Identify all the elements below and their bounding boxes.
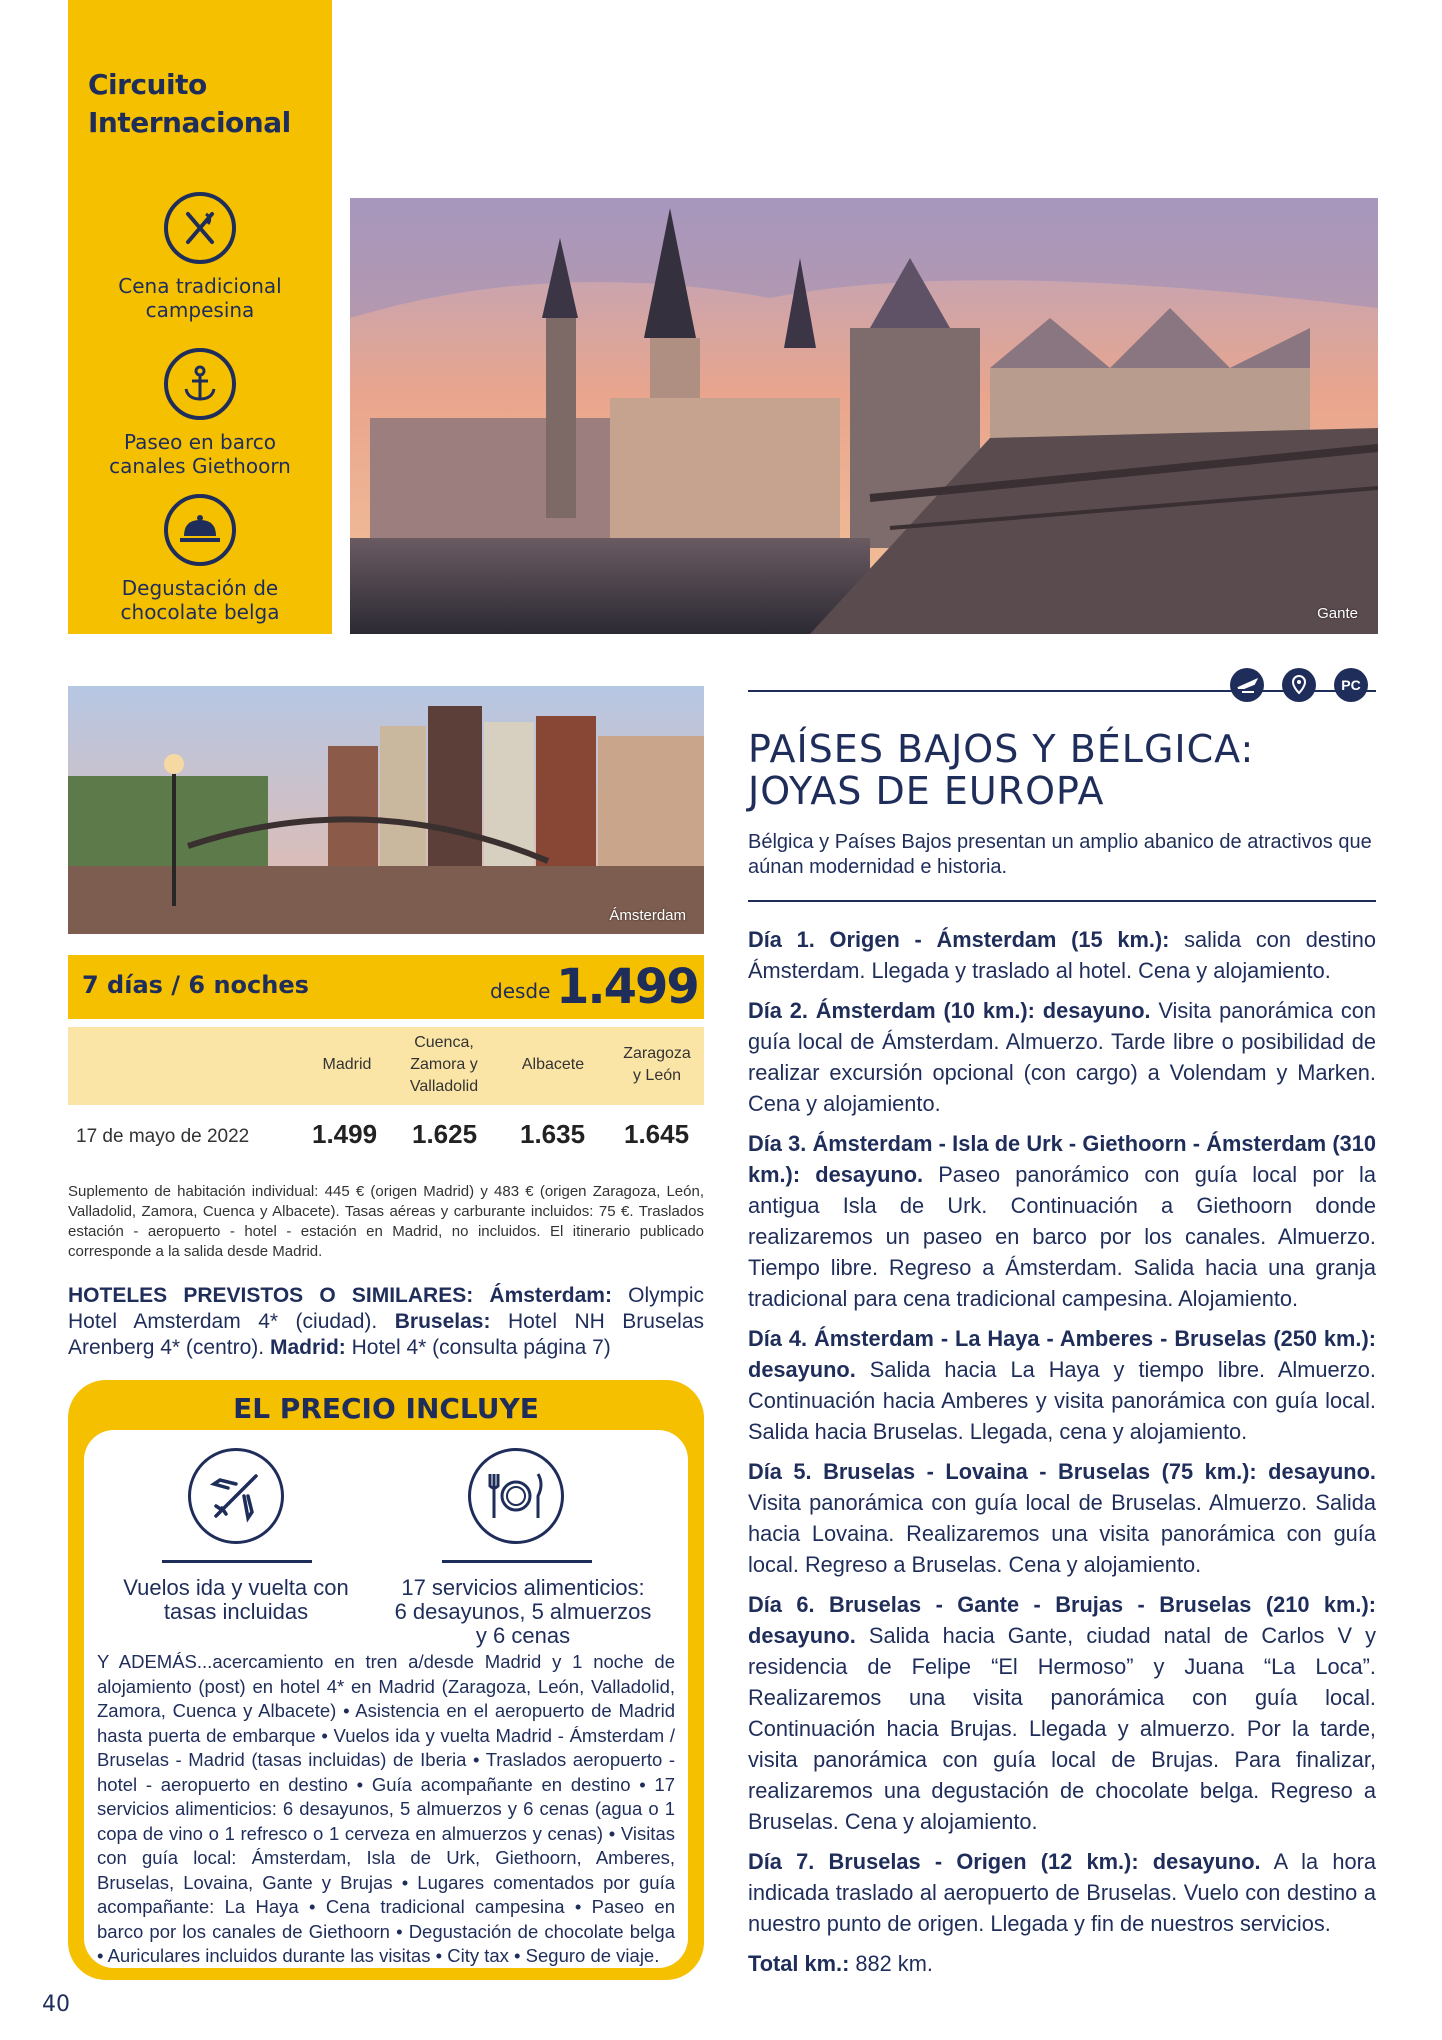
day-heading: Día 5. Bruselas - Lovaina - Bruselas (75 km.): desayuno. — [748, 1459, 1376, 1484]
day-text: Visita panorámica con guía local de Ámsterdam. Almuerzo. Tarde libre o posibilidad de realizar excursión opcional (con cargo) a Volendam y Marken. Cena y alojamiento. — [748, 998, 1376, 1116]
hotels-label: HOTELES PREVISTOS O SIMILARES: — [68, 1284, 474, 1307]
photo-caption: Gante — [1317, 605, 1358, 622]
price-cell: 1.499 — [312, 1119, 378, 1149]
feature-label: campesina — [145, 298, 255, 322]
day-text: salida con destino Ámsterdam. Llegada y traslado al hotel. Cena y alojamiento. — [748, 927, 1376, 983]
day-heading: Día 1. Origen - Ámsterdam (15 km.): — [748, 927, 1170, 952]
airplane-icon — [188, 1448, 284, 1544]
cloche-icon — [164, 494, 236, 566]
itinerary-day — [748, 924, 1376, 986]
divider — [748, 900, 1376, 902]
itinerary-day — [748, 1589, 1376, 1837]
total-km — [748, 1948, 1376, 1979]
ghent-illustration — [350, 198, 1378, 634]
hotels-text — [68, 1283, 704, 1361]
trip-title-line: PAÍSES BAJOS Y BÉLGICA: — [748, 727, 1255, 771]
feature-label: Degustación de — [121, 576, 279, 600]
column-header-line: Albacete — [521, 1056, 585, 1073]
fork-plate-knife-icon — [468, 1448, 564, 1544]
includes-title: EL PRECIO INCLUYE — [233, 1392, 539, 1425]
column-header-line: Cuenca, — [414, 1034, 474, 1051]
amsterdam-photo — [68, 686, 704, 934]
location-icon — [1282, 668, 1316, 702]
supplement-text: Suplemento de habitación individual: 445 € (origen Madrid) y 483 € (origen Zaragoza, León, Valladolid, Zamora, Cuenca y Albacete). Tasas aéreas y carburante incluidos: 75 €. Traslados estación - aeropuerto - hotel - estación en Madrid, no incluidos. El itinerario publicado corresponde a la salida desde Madrid. — [68, 1183, 704, 1260]
day-heading: Día 4. Ámsterdam - La Haya - Amberes - Bruselas (250 km.): desayuno. — [748, 1326, 1376, 1382]
hotel-name: Hotel NH Bruselas Arenberg 4* (centro). — [68, 1310, 704, 1359]
from-price: 1.499 — [556, 959, 698, 1015]
board-badge: PC — [1334, 668, 1368, 702]
column-header — [394, 1032, 494, 1098]
ghent-photo — [350, 198, 1378, 634]
trip-intro: Bélgica y Países Bajos presentan un amplio abanico de atractivos que aúnan modernidad e historia. — [748, 831, 1372, 878]
itinerary-day — [748, 1323, 1376, 1447]
day-heading: Día 7. Bruselas - Origen (12 km.): desayuno. — [748, 1849, 1261, 1874]
itinerary-day — [748, 1456, 1376, 1580]
itinerary — [748, 924, 1376, 1988]
itinerary-day — [748, 1128, 1376, 1314]
itinerary-day — [748, 1846, 1376, 1939]
departure-date: 17 de mayo de 2022 — [76, 1126, 250, 1147]
price-columns-header — [68, 1027, 704, 1105]
includes-extra-text: Y ADEMÁS...acercamiento en tren a/desde Madrid y 1 noche de alojamiento (post) en hotel 4* en Madrid (Zaragoza, León, Valladolid, Zamora, Cuenca y Albacete) • Asistencia en el aeropuerto de Madrid hasta puerta de embarque • Vuelos ida y vuelta Madrid - Ámsterdam / Bruselas - Madrid (tasas incluidas) de Iberia • Traslados aeropuerto - hotel - aeropuerto en destino • Guía acompañante en destino • 17 servicios alimenticios: 6 desayunos, 5 almuerzos y 6 cenas (agua o 1 copa de vino o 1 refresco o 1 cerveza en almuerzos y cenas) • Visitas con guía local: Ámsterdam, Isla de Urk, Giethoorn, Amberes, Bruselas, Lovaina, Gante y Brujas • Lugares comentados por guía acompañante: La Haya • Cena tradicional campesina • Paseo en barco por los canales de Giethoorn • Degustación de chocolate belga • Auriculares incluidos durante las visitas • City tax • Seguro de viaje. — [97, 1651, 675, 1966]
anchor-icon — [164, 348, 236, 420]
page-number: 40 — [42, 1992, 70, 2017]
hotel-name: Hotel 4* (consulta página 7) — [351, 1336, 611, 1359]
hotel-city: Madrid: — [269, 1336, 346, 1359]
total-value: 882 km. — [849, 1951, 933, 1976]
column-header-line: y León — [632, 1067, 682, 1084]
price-cell: 1.635 — [520, 1119, 586, 1149]
price-cell: 1.625 — [412, 1119, 478, 1149]
hotel-name: Olympic Hotel Amsterdam 4* (ciudad). — [68, 1284, 704, 1333]
from-label: desde — [490, 979, 551, 1003]
hotel-city: Bruselas: — [394, 1310, 491, 1333]
flight-icon — [1230, 668, 1264, 702]
day-heading: Día 3. Ámsterdam - Isla de Urk - Giethoorn - Ámsterdam (310 km.): desayuno. — [748, 1131, 1376, 1187]
feature-label: chocolate belga — [120, 600, 280, 624]
day-heading: Día 6. Bruselas - Gante - Brujas - Bruselas (210 km.): desayuno. — [748, 1592, 1376, 1648]
amsterdam-illustration — [68, 686, 704, 934]
price-header — [68, 955, 704, 1019]
header-rule — [748, 690, 1376, 692]
column-header — [612, 1043, 702, 1087]
trip-title-line: JOYAS DE EUROPA — [748, 769, 1105, 813]
photo-caption: Ámsterdam — [609, 907, 686, 924]
include-item: Vuelos ida y vuelta con tasas incluidas — [123, 1575, 349, 1624]
feature-label: Cena tradicional — [118, 274, 282, 298]
banner-title — [88, 66, 291, 142]
column-header — [508, 1054, 598, 1076]
column-header-line: Zamora y — [410, 1056, 478, 1073]
total-label: Total km.: — [748, 1951, 850, 1976]
feature-item — [68, 348, 332, 478]
itinerary-day — [748, 995, 1376, 1119]
divider — [442, 1560, 592, 1563]
divider — [162, 1560, 312, 1563]
day-text: Salida hacia Gante, ciudad natal de Carlos V y residencia de Felipe “El Hermoso” y Juana “La Loca”. Realizaremos una visita panorámica con guía local. Continuación hacia Brujas. Llegada y almuerzo. Por la tarde, visita panorámica con guía local de Brujas. Para finalizar, realizaremos una degustación de chocolate belga. Regreso a Bruselas. Cena y alojamiento. — [748, 1623, 1376, 1834]
feature-banner — [68, 0, 332, 634]
column-header-line: Zaragoza — [623, 1045, 691, 1062]
feature-label: Paseo en barco — [123, 430, 277, 454]
day-heading: Día 2. Ámsterdam (10 km.): desayuno. — [748, 998, 1151, 1023]
trip-title — [748, 728, 1254, 812]
column-header-line: Valladolid — [409, 1078, 479, 1095]
feature-label: canales Giethoorn — [109, 454, 291, 478]
column-header — [312, 1054, 382, 1076]
duration: 7 días / 6 noches — [82, 971, 309, 999]
price-cell: 1.645 — [624, 1119, 690, 1149]
day-text: Visita panorámica con guía local de Bruselas. Almuerzo. Salida hacia Lovaina. Realizaremos una visita panorámica con guía local. Regreso a Bruselas. Cena y alojamiento. — [748, 1490, 1376, 1577]
column-header-line: Madrid — [322, 1056, 372, 1073]
fork-knife-icon — [164, 192, 236, 264]
feature-item — [68, 494, 332, 624]
day-text: Salida hacia La Haya y tiempo libre. Almuerzo. Continuación hacia Amberes y visita panorámica con guía local. Salida hacia Bruselas. Llegada, cena y alojamiento. — [748, 1357, 1376, 1444]
hotel-city: Ámsterdam: — [489, 1284, 612, 1307]
feature-item — [68, 192, 332, 322]
include-item: 17 servicios alimenticios: 6 desayunos, 5 almuerzos y 6 cenas — [394, 1575, 652, 1648]
day-text: Paseo panorámico con guía local por la antigua Isla de Urk. Continuación a Giethoorn donde realizaremos un paseo en barco por los canales. Almuerzo. Tiempo libre. Regreso a Ámsterdam. Salida hacia una granja tradicional para cena tradicional campesina. Alojamiento. — [748, 1162, 1376, 1311]
day-text: A la hora indicada traslado al aeropuerto de Bruselas. Vuelo con destino a nuestro punto de origen. Llegada y fin de nuestros servicios. — [748, 1849, 1376, 1936]
banner-title-line: Internacional — [88, 106, 291, 139]
banner-title-line: Circuito — [88, 68, 207, 101]
